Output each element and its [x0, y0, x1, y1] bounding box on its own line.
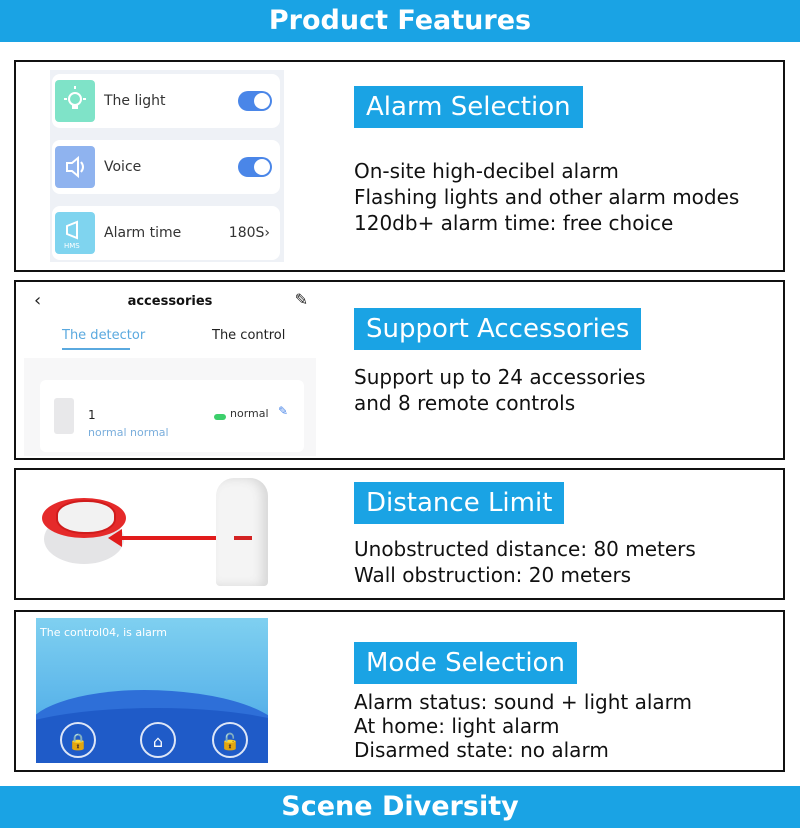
feature-description: [354, 364, 646, 416]
settings-screenshot: [50, 70, 284, 262]
header-banner: [0, 0, 800, 42]
setting-row-alarm-time[interactable]: [52, 206, 280, 260]
device-number: 1: [88, 408, 96, 422]
tab-detector[interactable]: The detector: [62, 328, 146, 343]
setting-label-voice: Voice: [104, 159, 142, 175]
lightbulb-icon: [55, 80, 95, 122]
back-chevron-icon[interactable]: ‹: [34, 290, 42, 311]
edit-icon[interactable]: ✎: [294, 290, 308, 309]
app-tabs: [24, 324, 316, 358]
panel-support-accessories: [14, 280, 785, 460]
feature-description: [354, 158, 739, 236]
feature-line: Unobstructed distance: 80 meters: [354, 537, 696, 561]
setting-row-voice[interactable]: [52, 140, 280, 194]
setting-label-light: The light: [104, 93, 166, 109]
feature-line: On-site high-decibel alarm: [354, 159, 619, 183]
panel-distance-limit: [14, 468, 785, 600]
panel-mode-selection: [14, 610, 785, 772]
status-dot-icon: [214, 414, 226, 420]
megaphone-icon: [55, 212, 95, 254]
feature-tag: Distance Limit: [354, 482, 564, 524]
device-subtitle: normal normal: [88, 426, 169, 439]
light-toggle[interactable]: [238, 91, 272, 111]
voice-toggle[interactable]: [238, 157, 272, 177]
feature-line: Alarm status: sound + light alarm: [354, 690, 693, 714]
scene-title: The control04, is alarm: [40, 626, 167, 639]
feature-line: and 8 remote controls: [354, 391, 576, 415]
feature-line: Wall obstruction: 20 meters: [354, 563, 632, 587]
pencil-icon[interactable]: ✎: [278, 404, 289, 418]
setting-row-light[interactable]: [52, 74, 280, 128]
setting-label-alarm-time: Alarm time: [104, 225, 182, 241]
feature-tag: Alarm Selection: [354, 86, 583, 128]
feature-description: [354, 690, 692, 762]
speaker-icon: [55, 146, 95, 188]
feature-line: Flashing lights and other alarm modes: [354, 185, 740, 209]
header-title: Product Features: [268, 5, 532, 36]
footer-title: Scene Diversity: [281, 791, 519, 822]
feature-line: Disarmed state: no alarm: [354, 738, 609, 762]
feature-tag: Support Accessories: [354, 308, 641, 350]
motion-sensor-icon: [216, 478, 268, 586]
feature-description: [354, 536, 696, 588]
device-card[interactable]: [40, 380, 304, 452]
svg-text:HMS: HMS: [64, 242, 80, 250]
alarm-time-value: 180S›: [228, 225, 270, 241]
panel-alarm-selection: [14, 60, 785, 272]
app-header: [24, 284, 316, 324]
unlock-icon[interactable]: 🔓: [212, 722, 248, 758]
feature-line: 120db+ alarm time: free choice: [354, 211, 674, 235]
device-status: normal: [230, 407, 269, 420]
mode-screenshot: [36, 618, 268, 763]
app-title: accessories: [127, 294, 213, 309]
tab-control[interactable]: The control: [212, 328, 286, 343]
feature-line: Support up to 24 accessories: [354, 365, 646, 389]
detector-device-icon: [54, 398, 74, 434]
arm-lock-icon[interactable]: 🔒: [60, 722, 96, 758]
home-icon[interactable]: ⌂: [140, 722, 176, 758]
feature-line: At home: light alarm: [354, 714, 560, 738]
tab-indicator: [62, 348, 130, 350]
accessories-screenshot: [24, 284, 316, 456]
feature-tag: Mode Selection: [354, 642, 577, 684]
footer-banner: [0, 786, 800, 828]
